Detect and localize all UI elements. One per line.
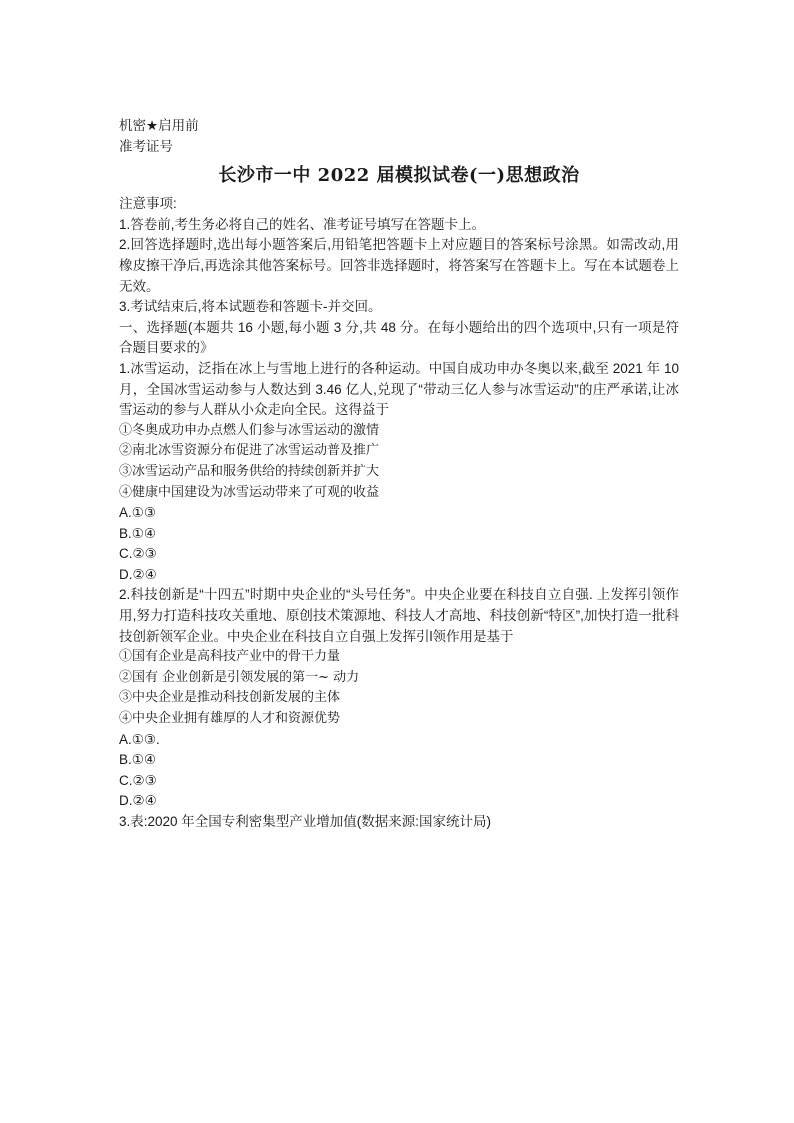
option-a: A.①③. [119, 731, 160, 747]
statement: ②南北冰雪资源分布促进了冰雪运动普及推广 [119, 443, 380, 459]
statement: ③冰雪运动产品和服务供给的持续创新并扩大 [119, 463, 380, 479]
statement: ④中央企业拥有雄厚的人才和资源优势 [119, 711, 341, 727]
option-c: C.②③ [119, 546, 157, 562]
notice-item: 1.答卷前,考生务必将自己的姓名、准考证号填写在答题卡上。 [119, 216, 486, 232]
question-stem: 2.科技创新是“十四五”时期中央企业的“头号任务”。中央企业要在科技自立自强. 上发挥引领作用,努力打造科技攻关重地、原创技术策源地、科技人才高地、科技创新“特区”,加快打造一批科技创新领军企业。中央企业在科技自立自强上发挥引l领作用是基于 [119, 587, 679, 644]
question-stem: 3.表:2020 年全国专利密集型产业增加值(数据来源:国家统计局) [119, 814, 492, 829]
notice-item: 3.考试结束后,将本试题卷和答题卡-并交回。 [119, 299, 382, 315]
option-b: B.①④ [119, 752, 156, 768]
option-b: B.①④ [119, 525, 156, 541]
page-title: 长沙市一中 2022 届模拟试卷(一)思想政治 [218, 165, 580, 187]
option-c: C.②③ [119, 772, 157, 788]
exam-page [119, 116, 679, 833]
question-2 [119, 585, 679, 812]
question-stem: 1.冰雪运动，泛指在冰上与雪地上进行的各种运动。中国自成功申办冬奥以来,截至 2021 年 10 月，全国冰雪运动参与人数达到 3.46 亿人,兑现了“带动三亿人参与冰雪运动”的庄严承诺,让冰雪运动的参与人群从小众走向全民。这得益于 [119, 360, 679, 418]
confidential-label: 机密★启用前 [119, 118, 199, 133]
statement: ④健康中国建设为冰雪运动带来了可观的收益 [119, 484, 380, 500]
option-d: D.②④ [119, 793, 157, 809]
question-1 [119, 359, 679, 586]
notice-item: 2.回答选择题时,选出每小题答案后,用铅笔把答题卡上对应题目的答案标号涂黑。如需改动,用橡皮擦干净后,再选涂其他答案标号。回答非选择题时，将答案写在答题卡上。写在本试题卷上无效。 [119, 237, 679, 294]
statement: ③中央企业是推动科技创新发展的主体 [119, 690, 341, 706]
notice-heading: 注意事项: [119, 196, 177, 212]
section-heading: 一、选择题(本题共 16 小题,每小题 3 分,共 48 分。在每小题给出的四个选项中,只有一项是符合题目要求的》 [119, 319, 679, 356]
statement: ①冬奥成功申办点燃人们参与冰雪运动的激情 [119, 422, 380, 438]
question-3 [119, 812, 679, 833]
option-d: D.②④ [119, 566, 157, 582]
option-a: A.①③ [119, 505, 156, 521]
statement: ②国有 企业创新是引领发展的第一~ 动力 [119, 669, 360, 685]
exam-id-label: 准考证号 [119, 138, 173, 154]
statement: ①国有企业是高科技产业中的骨干力量 [119, 649, 341, 665]
